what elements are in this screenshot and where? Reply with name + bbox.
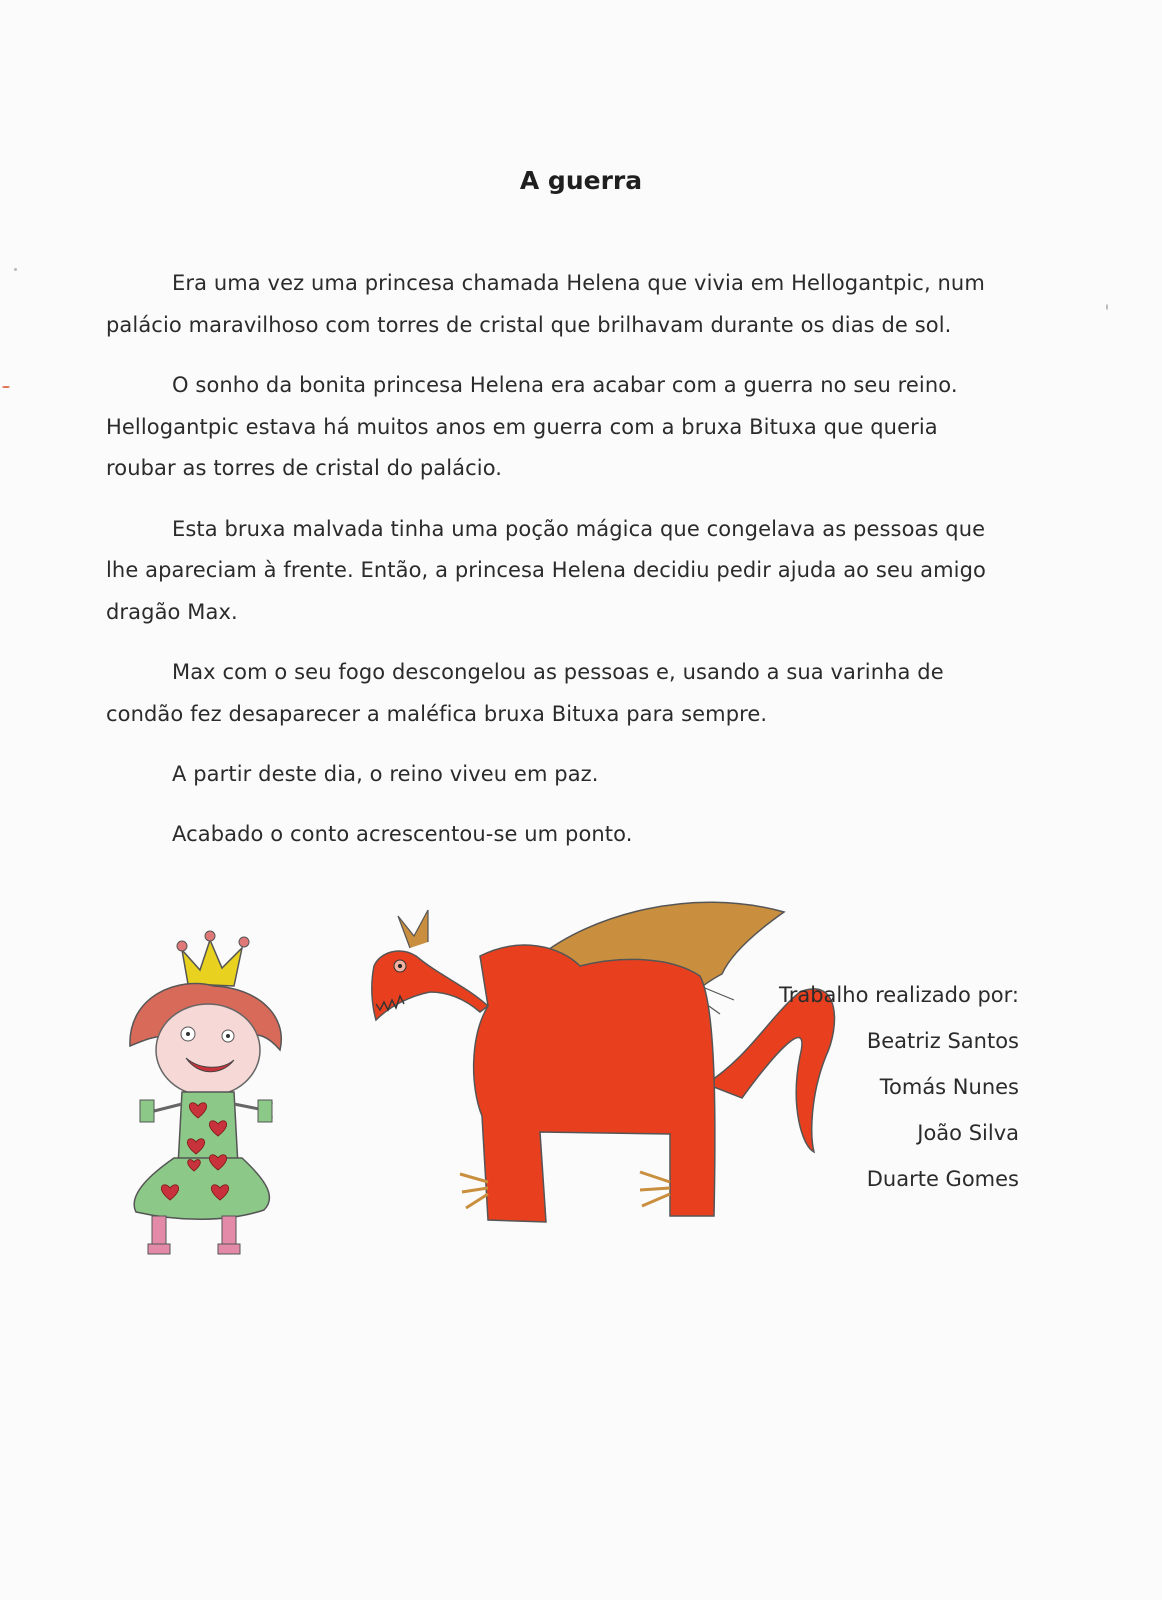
story-paragraph: O sonho da bonita princesa Helena era acabar com a guerra no seu reino. Hellogantpic estava há muitos anos em guerra com a bruxa Bituxa que queria roubar as torres de cristal do palácio. xyxy=(106,373,958,480)
crown-icon xyxy=(177,931,249,986)
paper-speck xyxy=(14,268,17,271)
author-name: Duarte Gomes xyxy=(866,1167,1019,1191)
author-name: Beatriz Santos xyxy=(866,1029,1019,1053)
story-paragraph: Acabado o conto acrescentou-se um ponto. xyxy=(172,821,633,846)
page-title: A guerra xyxy=(519,166,643,195)
story-paragraph: Max com o seu fogo descongelou as pessoas e, usando a sua varinha de condão fez desaparecer a maléfica bruxa Bituxa para sempre. xyxy=(106,660,944,726)
credits-block xyxy=(779,972,1019,1202)
paper-speck xyxy=(1106,304,1108,310)
author-name: Tomás Nunes xyxy=(879,1075,1019,1099)
story-paragraph: Esta bruxa malvada tinha uma poção mágica que congelava as pessoas que lhe apareciam à frente. Então, a princesa Helena decidiu pedir ajuda ao seu amigo dragão Max. xyxy=(106,516,986,624)
princess-drawing xyxy=(118,926,300,1266)
paper-speck xyxy=(2,386,10,388)
story-paragraph: Era uma vez uma princesa chamada Helena que vivia em Hellogantpic, num palácio maravilhoso com torres de cristal que brilhavam durante os dias de sol. xyxy=(106,271,985,337)
credits-heading: Trabalho realizado por: xyxy=(778,983,1019,1007)
story-paragraph: A partir deste dia, o reino viveu em paz. xyxy=(172,762,599,786)
author-name: João Silva xyxy=(917,1121,1019,1145)
story-body xyxy=(106,263,1006,873)
